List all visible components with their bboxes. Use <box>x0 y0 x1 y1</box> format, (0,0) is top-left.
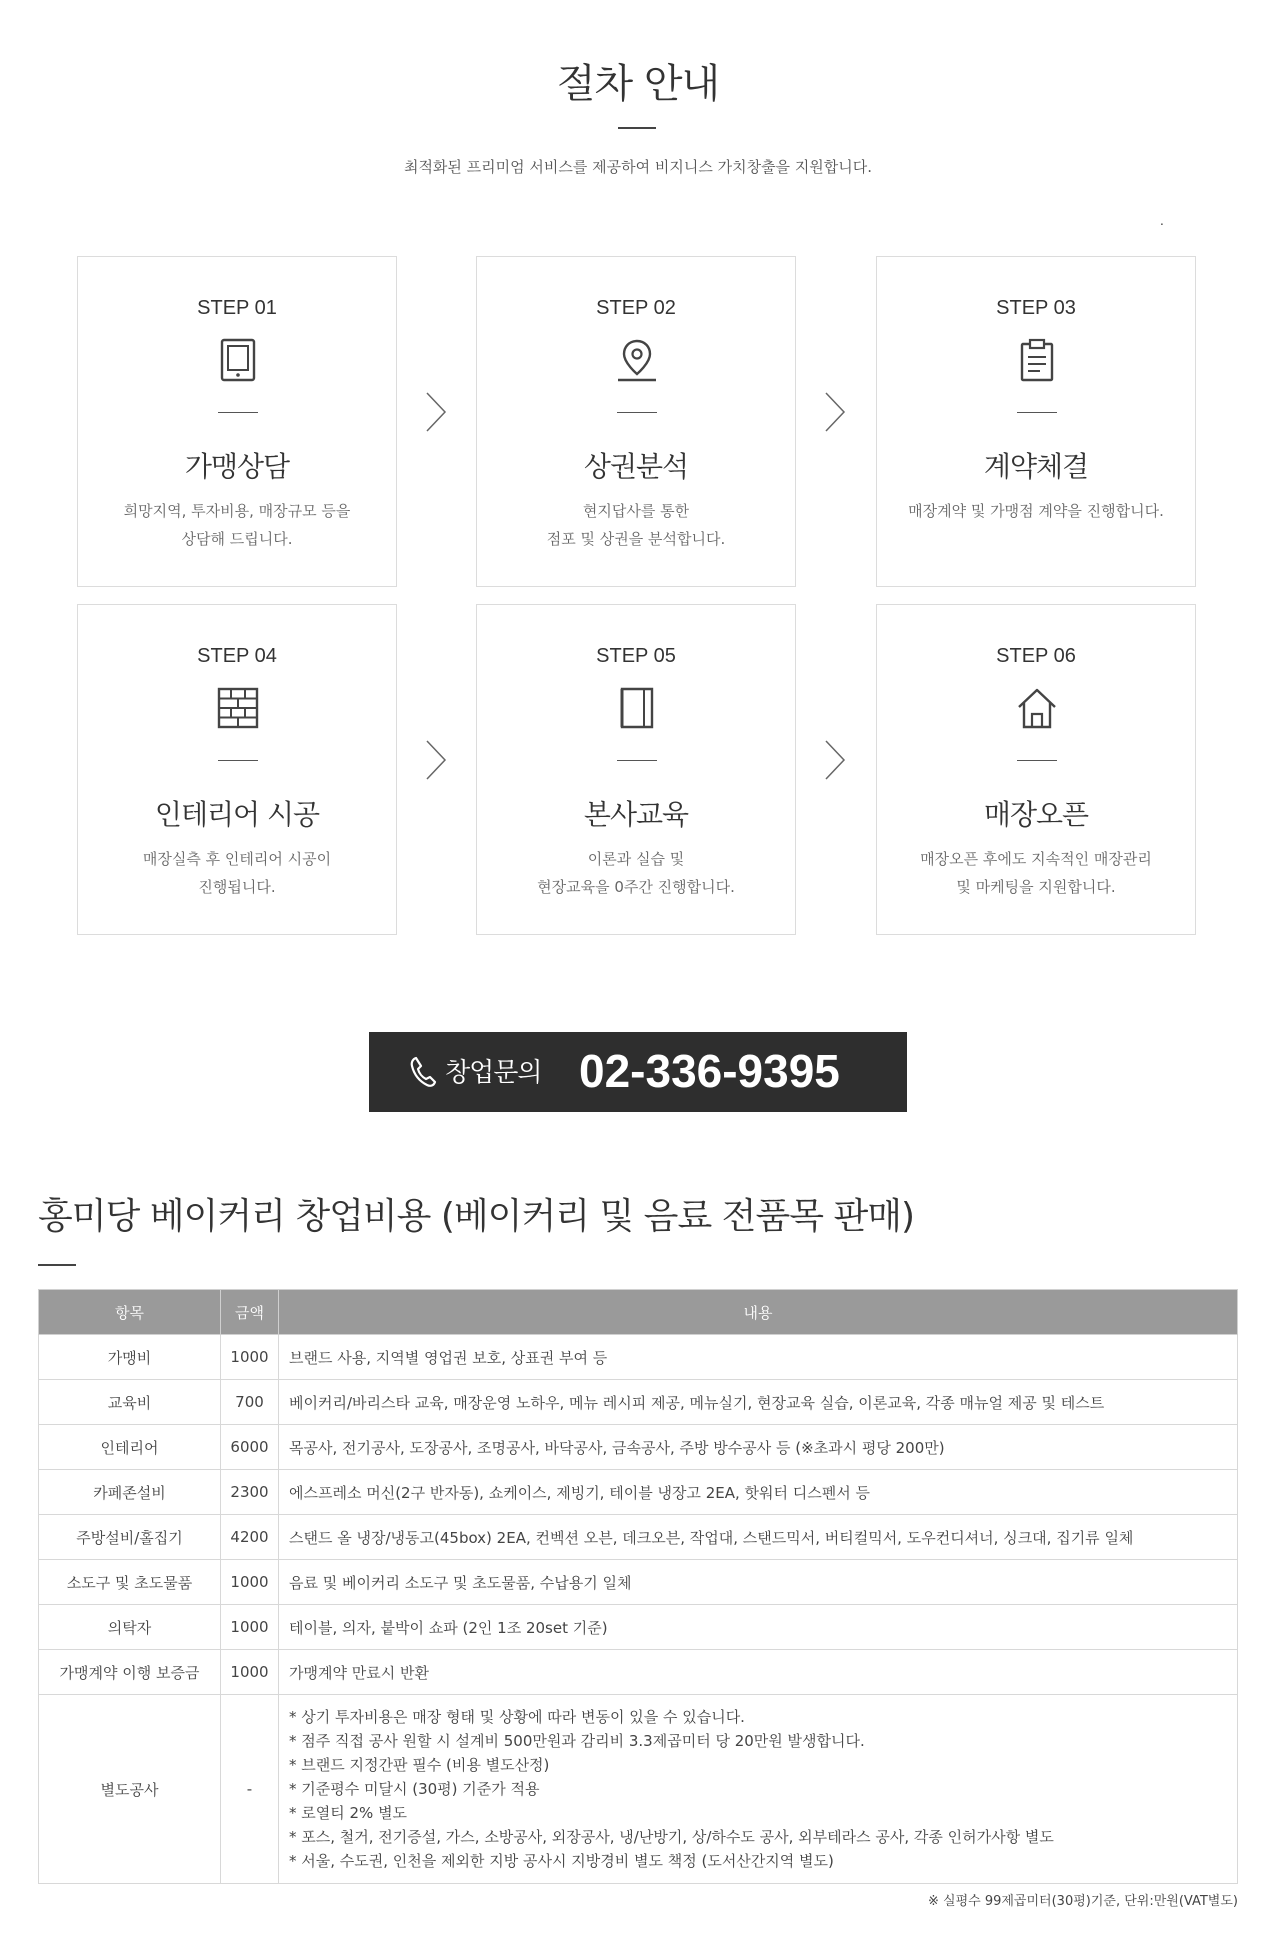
note-line: * 기준평수 미달시 (30평) 기준가 적용 <box>289 1780 540 1798</box>
title-underline <box>38 1264 76 1266</box>
cell-content: 브랜드 사용, 지역별 영업권 보호, 상표권 부여 등 <box>279 1335 1238 1380</box>
table-row <box>39 1425 1238 1470</box>
step-card-4 <box>77 604 397 935</box>
note-line: * 브랜드 지정간판 필수 (비용 별도산정) <box>289 1756 550 1774</box>
desc-line: 및 마케팅을 지원합니다. <box>956 878 1116 896</box>
desc-line: 매장오픈 후에도 지속적인 매장관리 <box>920 850 1152 868</box>
step-description <box>487 497 785 553</box>
desc-line: 매장실측 후 인테리어 시공이 <box>142 850 332 868</box>
cost-title: 홍미당 베이커리 창업비용 (베이커리 및 음료 전품목 판매) <box>38 1196 915 1237</box>
title-underline <box>618 127 656 129</box>
desc-line: 점포 및 상권을 분석합니다. <box>546 530 726 548</box>
cell-item: 별도공사 <box>39 1695 221 1884</box>
cell-item: 인테리어 <box>39 1425 221 1470</box>
table-row <box>39 1560 1238 1605</box>
step-card-1 <box>77 256 397 587</box>
cell-item: 가맹계약 이행 보증금 <box>39 1650 221 1695</box>
note-line: * 서울, 수도권, 인천을 제외한 지방 공사시 지방경비 별도 책정 (도서산간지역 별도) <box>289 1852 834 1870</box>
table-row <box>39 1650 1238 1695</box>
note-line: * 상기 투자비용은 매장 형태 및 상황에 따라 변동이 있을 수 있습니다. <box>289 1708 745 1726</box>
desc-line: 현장교육을 0주간 진행합니다. <box>537 878 735 896</box>
step-description <box>887 845 1185 901</box>
book-icon <box>616 685 658 731</box>
step-description <box>88 497 386 553</box>
note-line: * 로열티 2% 별도 <box>289 1804 408 1822</box>
cell-notes <box>279 1695 1238 1884</box>
table-row <box>39 1380 1238 1425</box>
step-number: STEP 03 <box>996 297 1076 319</box>
chevron-right-icon <box>423 390 449 434</box>
step-name: 인테리어 시공 <box>154 798 320 831</box>
cell-content: 음료 및 베이커리 소도구 및 초도물품, 수납용기 일체 <box>279 1560 1238 1605</box>
step-description <box>487 845 785 901</box>
header-item: 항목 <box>39 1290 221 1335</box>
cell-amount: 1000 <box>221 1335 279 1380</box>
step-card-6 <box>876 604 1196 935</box>
cell-item: 소도구 및 초도물품 <box>39 1560 221 1605</box>
cell-amount: 2300 <box>221 1470 279 1515</box>
cell-amount: 1000 <box>221 1650 279 1695</box>
table-row <box>39 1515 1238 1560</box>
brick-wall-icon <box>217 685 259 731</box>
dot-mark: . <box>1160 214 1164 228</box>
cell-content: 목공사, 전기공사, 도장공사, 조명공사, 바닥공사, 금속공사, 주방 방수공사 등 (※초과시 평당 200만) <box>279 1425 1238 1470</box>
cell-amount: 1000 <box>221 1605 279 1650</box>
step-card-5 <box>476 604 796 935</box>
contact-banner[interactable] <box>369 1032 907 1112</box>
cost-table <box>38 1289 1238 1884</box>
header-content: 내용 <box>279 1290 1238 1335</box>
step-description <box>88 845 386 901</box>
desc-line: 희망지역, 투자비용, 매장규모 등을 <box>123 502 351 520</box>
step-card-3 <box>876 256 1196 587</box>
table-row <box>39 1335 1238 1380</box>
cell-item: 교육비 <box>39 1380 221 1425</box>
step-number: STEP 06 <box>996 645 1076 667</box>
step-name: 가맹상담 <box>184 450 290 483</box>
process-title: 절차 안내 <box>556 61 720 107</box>
step-name: 매장오픈 <box>983 798 1089 831</box>
card-divider <box>1017 412 1057 413</box>
step-number: STEP 02 <box>596 297 676 319</box>
desc-line: 상담해 드립니다. <box>181 530 293 548</box>
cell-amount: 4200 <box>221 1515 279 1560</box>
cell-amount: - <box>221 1695 279 1884</box>
note-line: * 포스, 철거, 전기증설, 가스, 소방공사, 외장공사, 냉/난방기, 상/하수도 공사, 외부테라스 공사, 각종 인허가사항 별도 <box>289 1828 1054 1846</box>
footnote: ※ 실평수 99제곱미터(30평)기준, 단위:만원(VAT별도) <box>928 1894 1238 1909</box>
card-divider <box>218 760 258 761</box>
clipboard-icon <box>1016 337 1058 383</box>
note-line: * 점주 직접 공사 원할 시 설계비 500만원과 감리비 3.3제곱미터 당 20만원 발생합니다. <box>289 1732 865 1750</box>
cell-content: 스탠드 올 냉장/냉동고(45box) 2EA, 컨벡션 오븐, 데크오븐, 작업대, 스탠드믹서, 버티컬믹서, 도우컨디셔너, 싱크대, 집기류 일체 <box>279 1515 1238 1560</box>
house-icon <box>1016 685 1058 731</box>
step-name: 본사교육 <box>583 798 689 831</box>
step-name: 계약체결 <box>983 450 1089 483</box>
cell-amount: 1000 <box>221 1560 279 1605</box>
cell-content: 베이커리/바리스타 교육, 매장운영 노하우, 메뉴 레시피 제공, 메뉴실기, 현장교육 실습, 이론교육, 각종 매뉴얼 제공 및 테스트 <box>279 1380 1238 1425</box>
card-divider <box>617 412 657 413</box>
contact-label: 창업문의 <box>445 1058 542 1088</box>
desc-line: 이론과 실습 및 <box>587 850 685 868</box>
cell-item: 가맹비 <box>39 1335 221 1380</box>
desc-line: 진행됩니다. <box>198 878 276 896</box>
step-name: 상권분석 <box>583 450 689 483</box>
step-description <box>887 497 1185 525</box>
process-subtitle: 최적화된 프리미엄 서비스를 제공하여 비지니스 가치창출을 지원합니다. <box>403 158 873 176</box>
cell-item: 의탁자 <box>39 1605 221 1650</box>
cell-item: 카페존설비 <box>39 1470 221 1515</box>
desc-line: 현지답사를 통한 <box>582 502 690 520</box>
card-divider <box>218 412 258 413</box>
chevron-right-icon <box>822 738 848 782</box>
desc-line: 매장계약 및 가맹점 계약을 진행합니다. <box>908 502 1164 520</box>
table-row-extra <box>39 1695 1238 1884</box>
card-divider <box>1017 760 1057 761</box>
cell-content: 가맹계약 만료시 반환 <box>279 1650 1238 1695</box>
table-row <box>39 1470 1238 1515</box>
phone-number[interactable]: 02-336-9395 <box>579 1045 840 1097</box>
location-pin-icon <box>616 337 658 383</box>
cell-content: 에스프레소 머신(2구 반자동), 쇼케이스, 제빙기, 테이블 냉장고 2EA, 핫워터 디스펜서 등 <box>279 1470 1238 1515</box>
cell-item: 주방설비/홀집기 <box>39 1515 221 1560</box>
cell-content: 테이블, 의자, 붙박이 쇼파 (2인 1조 20set 기준) <box>279 1605 1238 1650</box>
cell-amount: 700 <box>221 1380 279 1425</box>
phone-icon <box>407 1054 439 1090</box>
step-number: STEP 01 <box>197 297 277 319</box>
cell-amount: 6000 <box>221 1425 279 1470</box>
tablet-icon <box>217 337 259 383</box>
chevron-right-icon <box>423 738 449 782</box>
step-card-2 <box>476 256 796 587</box>
card-divider <box>617 760 657 761</box>
table-row <box>39 1605 1238 1650</box>
table-header-row <box>39 1290 1238 1335</box>
chevron-right-icon <box>822 390 848 434</box>
step-number: STEP 05 <box>596 645 676 667</box>
header-amount: 금액 <box>221 1290 279 1335</box>
step-number: STEP 04 <box>197 645 277 667</box>
